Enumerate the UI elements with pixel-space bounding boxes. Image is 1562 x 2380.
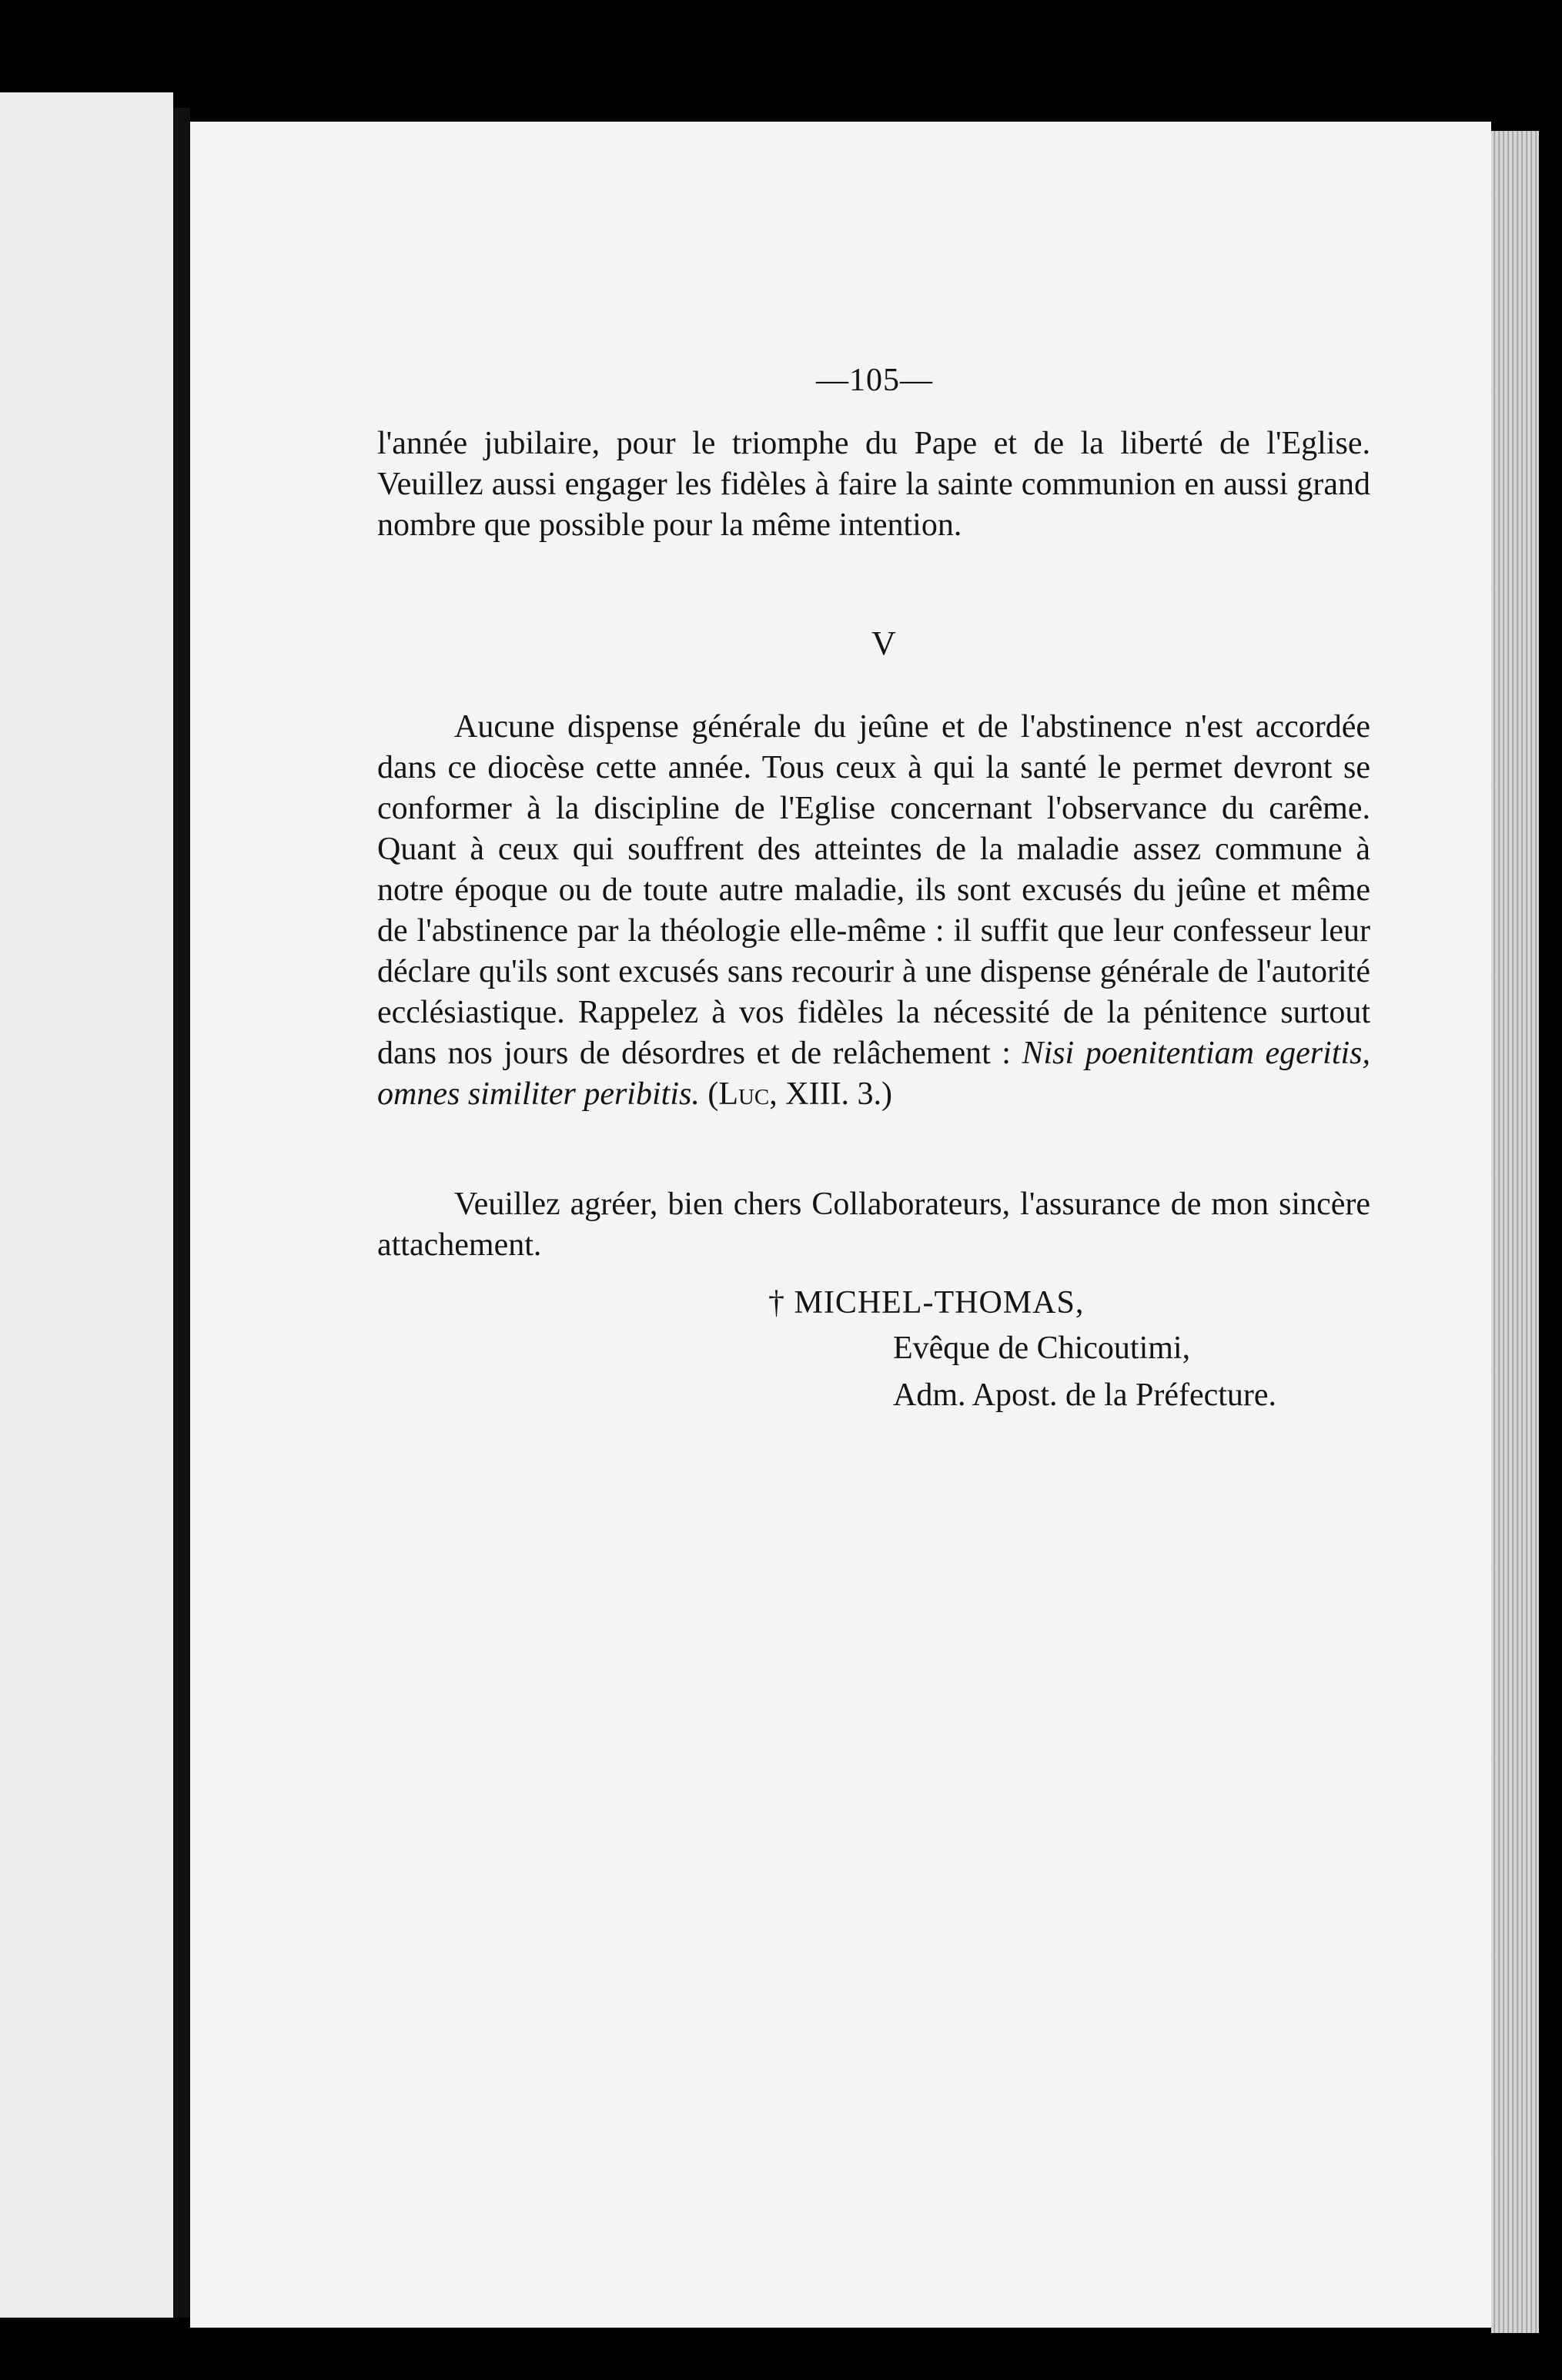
paragraph-closing: Veuillez agréer, bien chers Collaborateurs, l'assurance de mon sincère attachement. <box>377 1187 1370 1263</box>
facing-page-edge <box>0 92 173 2318</box>
signature-title-administrator: Adm. Apost. de la Préfecture. <box>893 1377 1277 1413</box>
book-spine <box>173 108 190 2318</box>
signature-name: † MICHEL-THOMAS, <box>768 1285 1085 1321</box>
section-heading: V <box>871 624 896 662</box>
signature-title-bishop: Evêque de Chicoutimi, <box>893 1331 1191 1366</box>
page-number: —105— <box>816 363 933 398</box>
scripture-citation: (Luc, XIII. 3.) <box>707 1076 893 1112</box>
latin-quote: Nisi poenitentiam egeritis, omnes similiter peribitis. <box>377 1036 1371 1112</box>
paragraph-dispensation-text: Aucune dispense générale du jeûne et de l'abstinence n'est accordée dans ce diocèse cette année. Tous ceux à qui la santé le permet devront se conformer à la discipline de l'Eglise concernant l'observance du carême. Quant à ceux qui souffrent des atteintes de la maladie assez commune à notre époque ou de toute autre maladie, ils sont excusés du jeûne et même de l'abstinence par la théologie elle-même : il suffit que leur confesseur leur déclare qu'ils sont excusés sans recourir à une dispense générale de l'autorité ecclésiastique. Rappelez à vos fidèles la nécessité de la pénitence surtout dans nos jours de désordres et de relâchement : <box>377 709 1370 1071</box>
paragraph-continuation: l'année jubilaire, pour le triomphe du Pape et de la liberté de l'Eglise. Veuillez aussi engager les fidèles à faire la sainte communion en aussi grand nombre que possible pour la même intention. <box>377 426 1370 543</box>
paragraph-dispensation <box>377 707 1370 1115</box>
page-stack-edge <box>1491 131 1539 2333</box>
